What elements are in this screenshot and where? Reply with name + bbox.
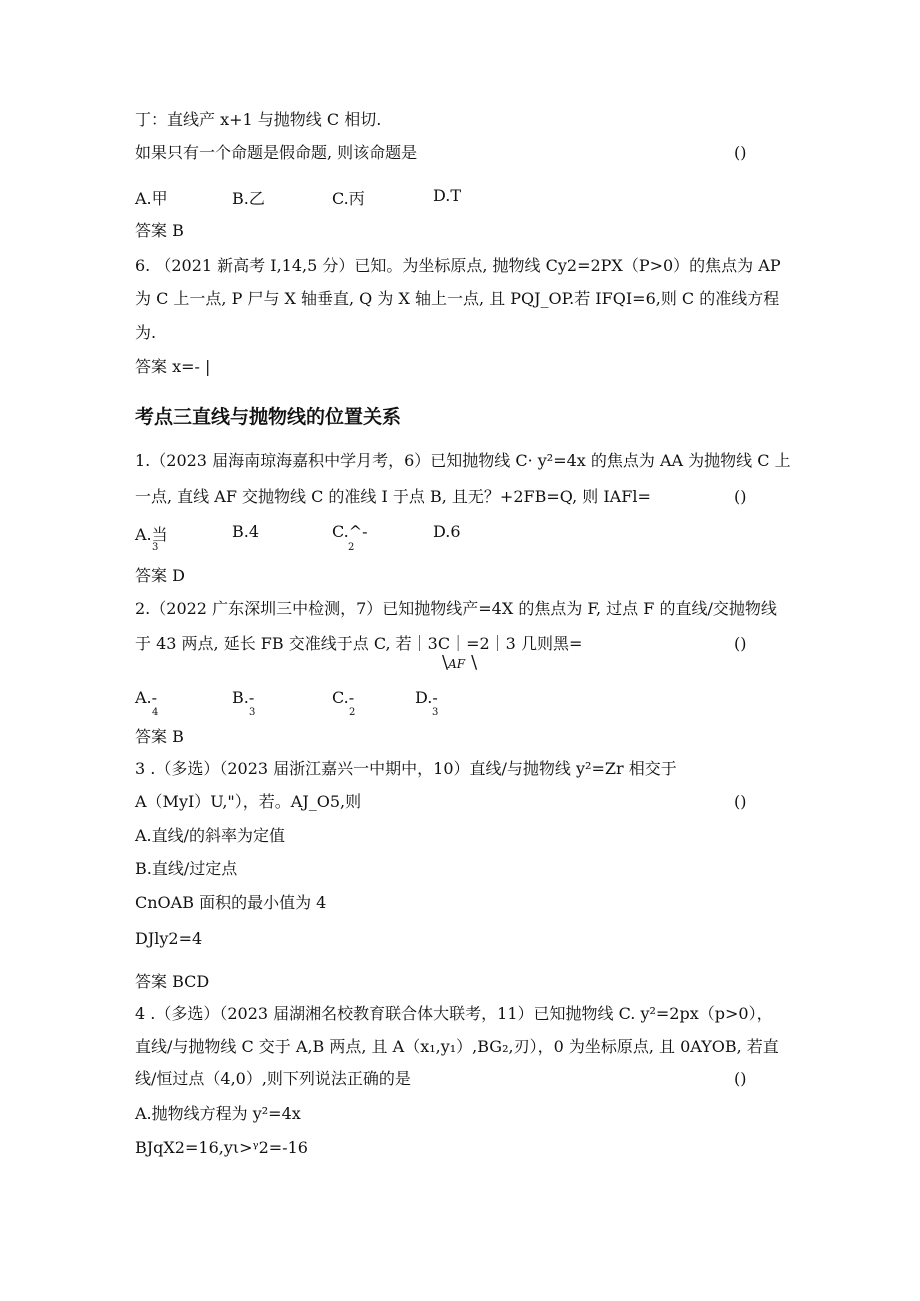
- q6-answer: 答案 x=- |: [135, 357, 211, 376]
- answer-paren: (): [734, 634, 747, 653]
- s3-option-c: CnOAB 面积的最小值为 4: [135, 893, 327, 912]
- option-c: C.丙: [332, 189, 365, 208]
- option-c-subscript: 2: [349, 707, 356, 718]
- s4-line-2: 直线/与抛物线 C 交于 A,B 两点, 且 A（x₁,y₁）,BG₂,刃），0 为坐标原点, 且 0AYOB, 若直: [135, 1037, 779, 1056]
- option-c: C.^-: [332, 522, 368, 541]
- option-d-subscript: 3: [432, 707, 439, 718]
- s2-line-1: 2.（2022 广东深圳三中检测，7）已知抛物线产=4X 的焦点为 F, 过点 F 的直线/交抛物线: [135, 599, 777, 618]
- answer-paren: (): [734, 1069, 747, 1088]
- s3-option-b: B.直线/过定点: [135, 859, 238, 878]
- s3-option-a: A.直线/的斜率为定值: [135, 826, 286, 845]
- answer-paren: (): [734, 143, 747, 162]
- option-a: A.-: [135, 688, 158, 707]
- s4-line-3: 线/恒过点（4,0）,则下列说法正确的是: [135, 1069, 411, 1088]
- s3-line-1: 3 .（多选）（2023 届浙江嘉兴一中期中，10）直线/与抛物线 y²=Zr 相交于: [135, 759, 677, 778]
- option-b-subscript: 3: [249, 707, 256, 718]
- s1-line-2: 一点, 直线 AF 交抛物线 C 的准线 I 于点 B, 且无？+2FB=Q, 则 IAFl=: [135, 487, 651, 506]
- option-c-subscript: 2: [348, 542, 355, 553]
- option-d: D.-: [415, 688, 438, 707]
- statement-ding: 丁：直线产 x+1 与抛物线 C 相切.: [135, 110, 382, 129]
- answer-line: 答案 B: [135, 221, 184, 240]
- option-b: B.乙: [232, 189, 265, 208]
- s4-option-b: BJqX2=16,yι>ᵞ2=-16: [135, 1138, 308, 1157]
- s4-line-1: 4 .（多选）（2023 届湖湘名校教育联合体大联考，11）已知抛物线 C. y²=2px（p>0），: [135, 1004, 773, 1023]
- q6-line-3: 为.: [135, 323, 157, 342]
- option-b: B.4: [232, 522, 260, 541]
- s3-option-d: DJly2=4: [135, 929, 203, 948]
- s2-answer: 答案 B: [135, 727, 184, 746]
- option-a: A.当: [135, 525, 168, 544]
- option-d: D.6: [433, 522, 461, 541]
- option-a-subscript: 3: [152, 542, 159, 553]
- answer-paren: (): [734, 792, 747, 811]
- answer-paren: (): [734, 487, 747, 506]
- q6-line-2: 为 C 上一点, P 尸与 X 轴垂直, Q 为 X 轴上一点, 且 PQJ_OP.若 IFQI=6,则 C 的准线方程: [135, 289, 780, 308]
- option-c: C.-: [332, 688, 355, 707]
- fraction-bar-mark: \AF \: [442, 652, 478, 673]
- section-heading: 考点三直线与抛物线的位置关系: [135, 406, 402, 428]
- question-prompt: 如果只有一个命题是假命题, 则该命题是: [135, 143, 418, 162]
- s4-option-a: A.抛物线方程为 y²=4x: [135, 1104, 301, 1123]
- option-a-subscript: 4: [152, 707, 159, 718]
- option-d: D.T: [433, 186, 462, 205]
- s1-answer: 答案 D: [135, 566, 185, 585]
- s3-line-2: A（MyI）U,"），若。AJ_O5,则: [135, 792, 362, 811]
- s3-answer: 答案 BCD: [135, 972, 210, 991]
- s2-line-2: 于 43 两点, 延长 FB 交准线于点 C, 若｜3C｜=2｜3 几则黑=: [135, 634, 583, 653]
- s1-line-1: 1.（2023 届海南琼海嘉积中学月考，6）已知抛物线 C· y²=4x 的焦点为 AA 为抛物线 C 上: [135, 451, 791, 470]
- option-a: A.甲: [135, 189, 168, 208]
- q6-line-1: 6. （2021 新高考 I,14,5 分）已知。为坐标原点, 抛物线 Cy2=2PX（P>0）的焦点为 AP: [135, 256, 781, 275]
- option-b: B.-: [232, 688, 255, 707]
